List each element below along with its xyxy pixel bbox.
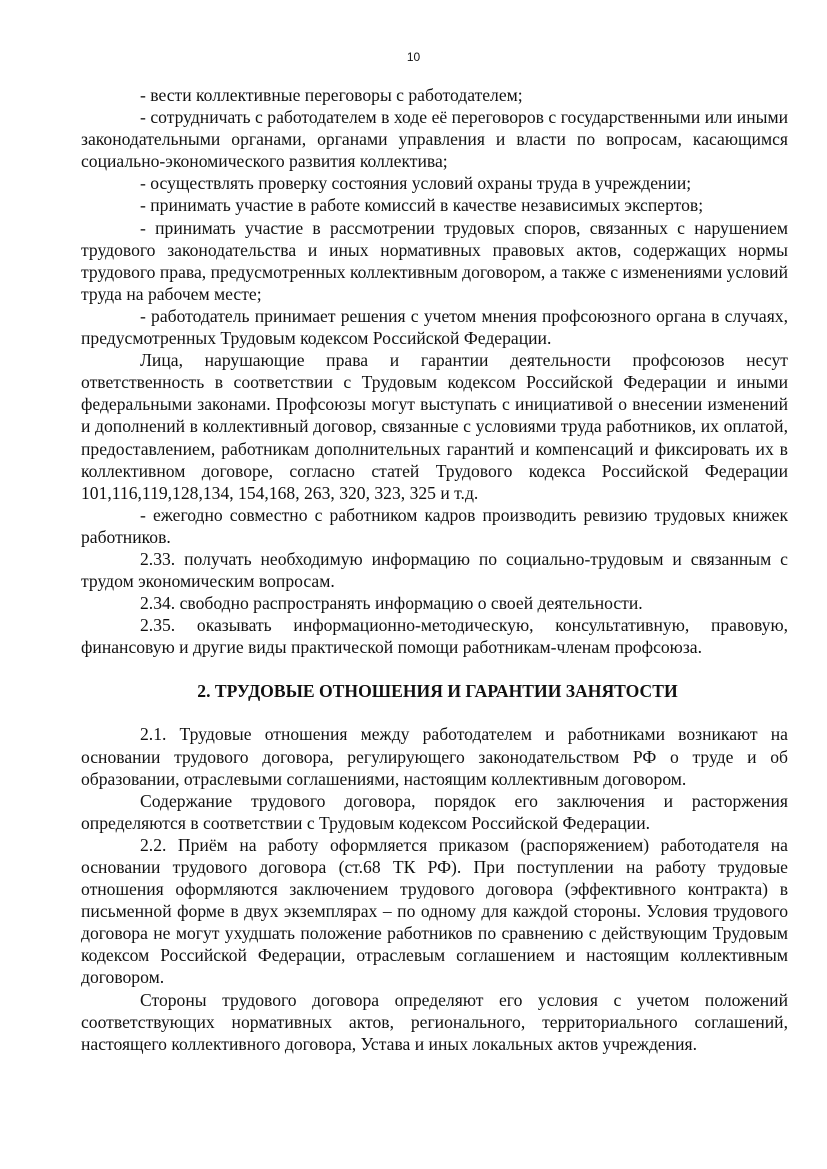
paragraph: Стороны трудового договора определяют его условия с учетом положений соответствующих нормативных актов, регионального, территориального соглашений, настоящего коллективного договора, Устава и иных локальных актов учреждения. (81, 989, 788, 1054)
paragraph: 2.2. Приём на работу оформляется приказом (распоряжением) работодателя на основании трудового договора (ст.68 ТК РФ). При поступлении на работу трудовые отношения оформляются заключением трудового договора (эффективного контракта) в письменной форме в двух экземплярах – по одному для каждой стороны. Условия трудового договора не могут ухудшать положение работников по сравнению с действующим Трудовым кодексом Российской Федерации, отраслевым соглашением и настоящим коллективным договором. (81, 834, 788, 988)
paragraph: 2.33. получать необходимую информацию по социально-трудовым и связанным с трудом экономическим вопросам. (81, 548, 788, 592)
page-number: 10 (406, 50, 421, 64)
paragraph: 2.35. оказывать информационно-методическую, консультативную, правовую, финансовую и другие виды практической помощи работникам-членам профсоюза. (81, 615, 788, 658)
section-heading: 2. ТРУДОВЫЕ ОТНОШЕНИЯ И ГАРАНТИИ ЗАНЯТОСТИ (197, 681, 678, 702)
paragraph: - работодатель принимает решения с учетом мнения профсоюзного органа в случаях, предусмотренных Трудовым кодексом Российской Федерации. (81, 305, 788, 349)
paragraph: - вести коллективные переговоры с работодателем; (140, 85, 523, 105)
paragraph: Содержание трудового договора, порядок его заключения и расторжения определяются в соответствии с Трудовым кодексом Российской Федерации. (81, 790, 788, 833)
paragraph: - принимать участие в работе комиссий в качестве независимых экспертов; (140, 195, 704, 216)
paragraph: - осуществлять проверку состояния условий охраны труда в учреждении; (140, 173, 692, 194)
paragraph: - сотрудничать с работодателем в ходе её переговоров с государственными или иными законодательными органами, органами управления и власти по вопросам, касающимся социально-экономического развития коллектива; (81, 107, 788, 172)
document-body (81, 84, 788, 1055)
paragraph: Лица, нарушающие права и гарантии деятельности профсоюзов несут ответственность в соответствии с Трудовым кодексом Российской Федерации и иными федеральными законами. Профсоюзы могут выступать с инициативой о внесении изменений и дополнений в коллективный договор, связанные с условиями труда работников, их оплатой, предоставлением, работникам дополнительных гарантий и компенсаций и фиксировать их в коллективном договоре, согласно статей Трудового кодекса Российской Федерации 101,116,119,128,134, 154,168, 263, 320, 323, 325 и т.д. (81, 350, 788, 503)
paragraph: - ежегодно совместно с работником кадров производить ревизию трудовых книжек работников. (81, 504, 788, 547)
paragraph: 2.34. свободно распространять информацию о своей деятельности. (140, 593, 643, 614)
paragraph: 2.1. Трудовые отношения между работодателем и работниками возникают на основании трудового договора, регулирующего законодательством РФ о труде и об образовании, отраслевыми соглашениями, настоящим коллективным договором. (81, 724, 788, 789)
paragraph: - принимать участие в рассмотрении трудовых споров, связанных с нарушением трудового законодательства и иных нормативных правовых актов, содержащих нормы трудового права, предусмотренных коллективным договором, а также с изменениями условий труда на рабочем месте; (81, 217, 788, 304)
